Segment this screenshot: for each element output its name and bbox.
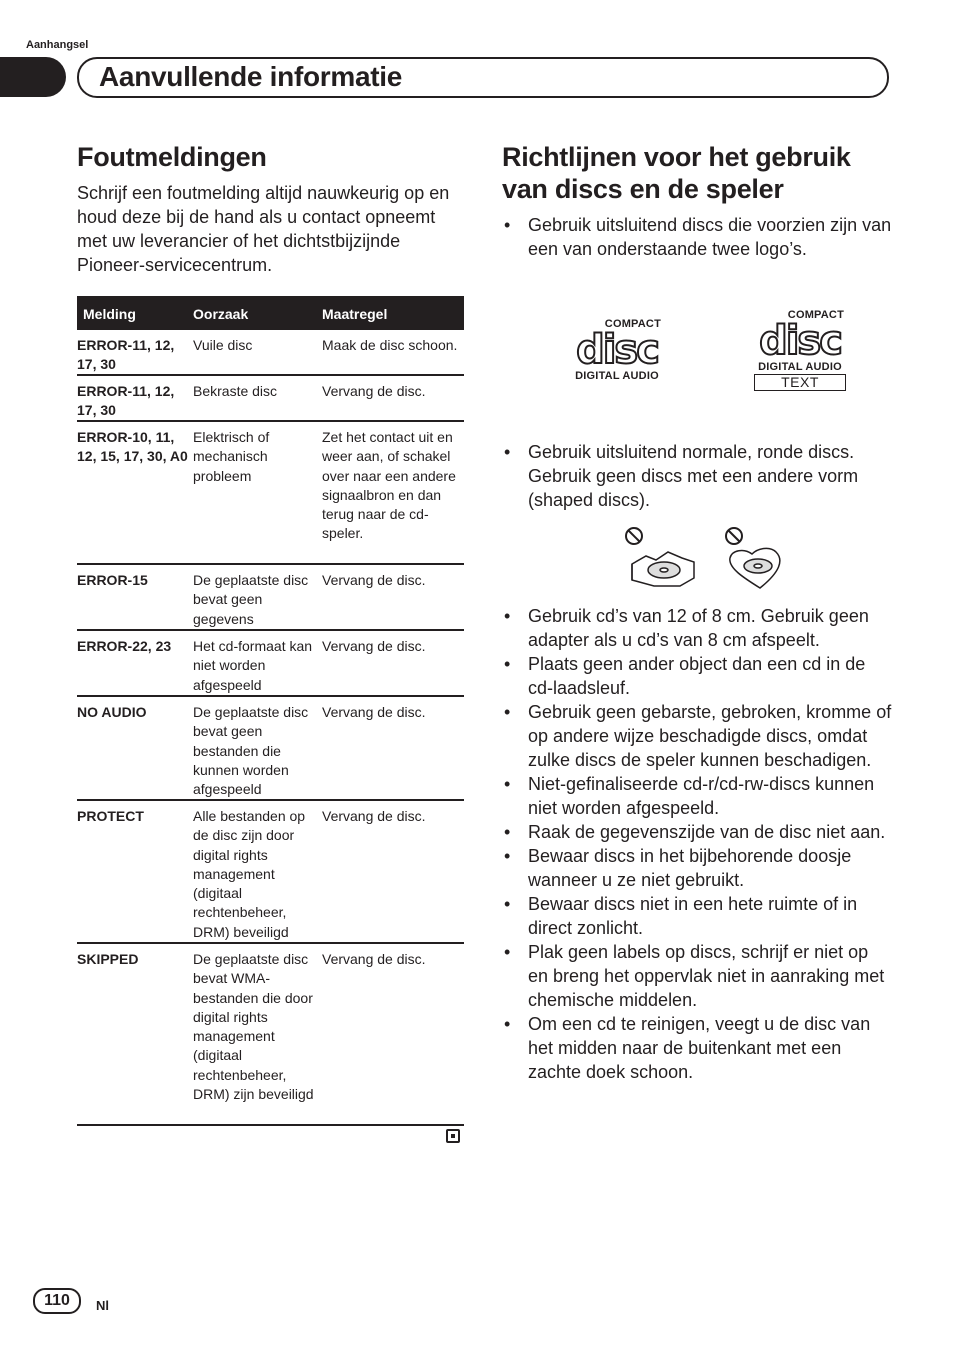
header-melding: Melding: [83, 306, 136, 322]
cell-melding: ERROR-11, 12, 17, 30: [77, 383, 175, 419]
cell-melding: ERROR-15: [77, 572, 148, 588]
chapter-banner: [77, 57, 889, 98]
table-row: [77, 631, 464, 697]
cell-maatregel: Vervang de disc.: [322, 638, 426, 654]
cell-melding: ERROR-22, 23: [77, 638, 172, 654]
header-maatregel: Maatregel: [322, 306, 388, 322]
table-row: [77, 376, 464, 422]
cell-oorzaak: Vuile disc: [193, 337, 253, 353]
list-item: • Gebruik cd’s van 12 of 8 cm. Gebruik geen adapter als u cd’s van 8 cm afspeelt.: [502, 604, 892, 652]
list-item: • Niet-gefinaliseerde cd-r/cd-rw-discs kunnen niet worden afgespeeld.: [502, 772, 892, 820]
cell-oorzaak: Alle bestanden op de disc zijn door digital rights management (digitaal rechtenbeheer, DRM) beveiligd: [193, 808, 306, 940]
cell-melding: PROTECT: [77, 808, 144, 824]
guidelines-heading: Richtlijnen voor het gebruik van discs en de speler: [502, 142, 851, 204]
list-item: • Gebruik uitsluitend discs die voorzien zijn van een van onderstaande twee logo’s.: [502, 213, 892, 261]
table-row: [77, 422, 464, 565]
cell-maatregel: Zet het contact uit en weer aan, of schakel over naar een andere signaalbron en dan terug naar de cd-speler.: [322, 429, 456, 542]
cell-maatregel: Vervang de disc.: [322, 572, 426, 588]
error-table: [77, 296, 464, 1126]
list-item: • Om een cd te reinigen, veegt u de disc van het midden naar de buitenkant met een zachte doek schoon.: [502, 1012, 892, 1084]
table-row: [77, 697, 464, 801]
logo-disc-word: disc: [759, 318, 841, 364]
logo-compact-label: COMPACT: [604, 318, 661, 330]
list-item: • Gebruik uitsluitend normale, ronde discs. Gebruik geen discs met een andere vorm (shaped discs).: [502, 440, 892, 512]
language-code: Nl: [96, 1298, 109, 1313]
cell-melding: ERROR-11, 12, 17, 30: [77, 337, 175, 373]
errors-heading: Foutmeldingen: [77, 142, 267, 172]
cell-oorzaak: Elektrisch of mechanisch probleem: [193, 429, 270, 484]
cell-maatregel: Vervang de disc.: [322, 951, 426, 967]
shaped-disc-icon: [632, 552, 694, 586]
bullet-list-logos: [502, 213, 892, 261]
list-item: • Gebruik geen gebarste, gebroken, kromme of op andere wijze beschadigde discs, omdat zulke discs de speler kunnen beschadigen.: [502, 700, 892, 772]
list-item: • Raak de gegevenszijde van de disc niet aan.: [502, 820, 892, 844]
logo-text-box: TEXT: [754, 374, 846, 391]
cell-oorzaak: Bekraste disc: [193, 383, 278, 399]
header-oorzaak: Oorzaak: [193, 306, 249, 322]
list-item: • Bewaar discs niet in een hete ruimte of in direct zonlicht.: [502, 892, 892, 940]
cell-oorzaak: De geplaatste disc bevat geen bestanden die kunnen worden afgespeeld: [193, 704, 309, 798]
table-header: [77, 296, 464, 330]
bullet-list-shape: [502, 440, 892, 512]
logo-compact-label: COMPACT: [787, 309, 844, 321]
heart-disc-icon: [730, 548, 780, 588]
shaped-discs-illustration: [618, 522, 800, 594]
page-number: 110: [33, 1288, 81, 1314]
section-label: Aanhangsel: [26, 39, 89, 51]
list-item: • Bewaar discs in het bijbehorende doosje wanneer u ze niet gebruikt.: [502, 844, 892, 892]
cell-oorzaak: Het cd-formaat kan niet worden afgespeeld: [193, 638, 313, 693]
table-row: [77, 944, 464, 1126]
errors-intro: Schrijf een foutmelding altijd nauwkeurig op en houd deze bij de hand als u contact opneemt met uw leverancier of het dichtstbijzijnde Pioneer-servicecentrum.: [77, 183, 450, 275]
section-tab-marker: [0, 57, 66, 97]
cell-maatregel: Maak de disc schoon.: [322, 337, 458, 353]
cell-maatregel: Vervang de disc.: [322, 704, 426, 720]
logo-digital-audio-label: DIGITAL AUDIO: [575, 370, 659, 382]
list-item: • Plaats geen ander object dan een cd in de cd-laadsleuf.: [502, 652, 892, 700]
end-of-section-icon: [446, 1129, 460, 1143]
table-row: [77, 801, 464, 944]
cell-maatregel: Vervang de disc.: [322, 383, 426, 399]
cell-melding: NO AUDIO: [77, 704, 147, 720]
table-row: [77, 330, 464, 376]
cell-maatregel: Vervang de disc.: [322, 808, 426, 824]
prohibited-icon: [626, 528, 642, 544]
logo-digital-audio-label: DIGITAL AUDIO: [758, 361, 842, 373]
cell-melding: SKIPPED: [77, 951, 139, 967]
cell-melding: ERROR-10, 11, 12, 15, 17, 30, A0: [77, 429, 188, 465]
logo-disc-word: disc: [576, 327, 658, 373]
bullet-list-care: [502, 604, 892, 1084]
prohibited-icon: [726, 528, 742, 544]
compact-disc-text-logo: [754, 309, 846, 391]
cell-oorzaak: De geplaatste disc bevat geen gegevens: [193, 572, 309, 627]
chapter-title: Aanvullende informatie: [99, 61, 403, 92]
cell-oorzaak: De geplaatste disc bevat WMA-bestanden die door digital rights management (digitaal rechtenbeheer, DRM) zijn beveiligd: [193, 951, 314, 1103]
list-item: • Plak geen labels op discs, schrijf er niet op en breng het oppervlak niet in aanraking met chemische middelen.: [502, 940, 892, 1012]
compact-disc-logo: [570, 318, 664, 382]
table-row: [77, 565, 464, 631]
